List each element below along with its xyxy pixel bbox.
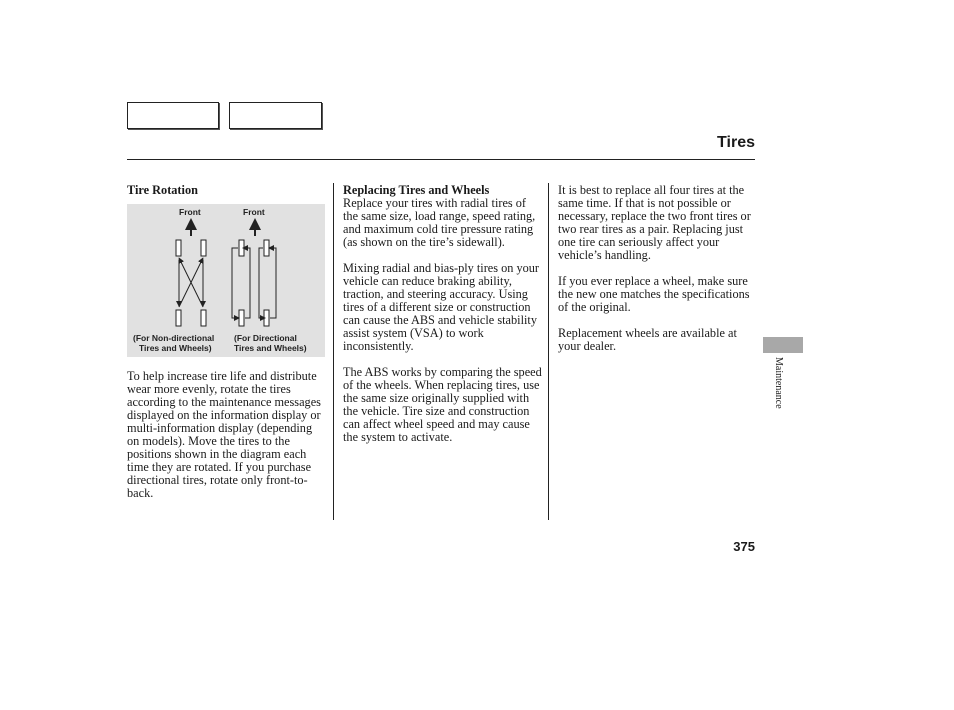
nav-button-2[interactable] bbox=[229, 102, 322, 129]
caption-non-directional bbox=[133, 333, 214, 353]
replacing-para-1: Replace your tires with radial tires of the same size, load range, speed rating, and maximum cold tire pressure rating (as shown on the tire’s sidewall). bbox=[343, 196, 536, 249]
nav-button-1[interactable] bbox=[127, 102, 219, 129]
page-number: 375 bbox=[733, 539, 755, 554]
front-label-left: Front bbox=[179, 207, 201, 217]
directional-arrows bbox=[232, 248, 276, 318]
tire-nd-front-right bbox=[201, 240, 206, 256]
tire-d-rear-left bbox=[239, 310, 244, 326]
caption-directional bbox=[234, 333, 307, 353]
column-divider-1 bbox=[333, 183, 334, 520]
caption-non-directional-line2: Tires and Wheels) bbox=[139, 343, 212, 353]
replacing-para-2: Mixing radial and bias-ply tires on your vehicle can reduce braking ability, traction, and steering accuracy. Using tires of a different size or construction can cause the ABS and vehicle stability assist system (VSA) to work inconsistently. bbox=[343, 261, 540, 353]
tire-d-rear-right bbox=[264, 310, 269, 326]
column-divider-2 bbox=[548, 183, 549, 520]
replacing-tires-heading: Replacing Tires and Wheels bbox=[343, 183, 490, 197]
page-title: Tires bbox=[717, 134, 755, 151]
tire-d-front-right bbox=[264, 240, 269, 256]
section-label-maintenance: Maintenance bbox=[773, 357, 784, 409]
header-rule bbox=[127, 159, 755, 160]
section-tab[interactable] bbox=[763, 337, 803, 353]
caption-non-directional-line1: (For Non-directional bbox=[133, 333, 215, 343]
tire-rotation-heading: Tire Rotation bbox=[127, 183, 198, 197]
advice-para-2: If you ever replace a wheel, make sure the new one matches the specifications of the original. bbox=[558, 274, 750, 314]
replacing-tires-column bbox=[343, 184, 543, 457]
tire-nd-rear-right bbox=[201, 310, 206, 326]
tire-d-front-left bbox=[239, 240, 244, 256]
tire-rotation-column bbox=[127, 184, 325, 513]
caption-directional-line2: Tires and Wheels) bbox=[234, 343, 307, 353]
tire-nd-rear-left bbox=[176, 310, 181, 326]
replacing-para-3: The ABS works by comparing the speed of the wheels. When replacing tires, use the same size originally supplied with the vehicle. Tire size and construction can affect wheel speed and may cause the system to activate. bbox=[343, 365, 542, 444]
tire-rotation-diagram bbox=[127, 204, 325, 357]
advice-para-3: Replacement wheels are available at your dealer. bbox=[558, 326, 737, 353]
advice-para-1: It is best to replace all four tires at the same time. If that is not possible or necessary, replace the two front tires or two rear tires as a pair. Replacing just one tire can seriously affect your vehicle’s handling. bbox=[558, 183, 751, 262]
front-label-right: Front bbox=[243, 207, 265, 217]
replacement-advice-column bbox=[558, 184, 754, 366]
tire-rotation-body: To help increase tire life and distribute wear more evenly, rotate the tires according to the maintenance messages displayed on the information display or multi-information display (depending on models). Move the tires to the positions shown in the diagram each time they are rotated. If you purchase directional tires, rotate only front-to-back. bbox=[127, 369, 321, 500]
caption-directional-line1: (For Directional bbox=[234, 333, 297, 343]
tire-nd-front-left bbox=[176, 240, 181, 256]
non-directional-arrows bbox=[179, 260, 203, 307]
